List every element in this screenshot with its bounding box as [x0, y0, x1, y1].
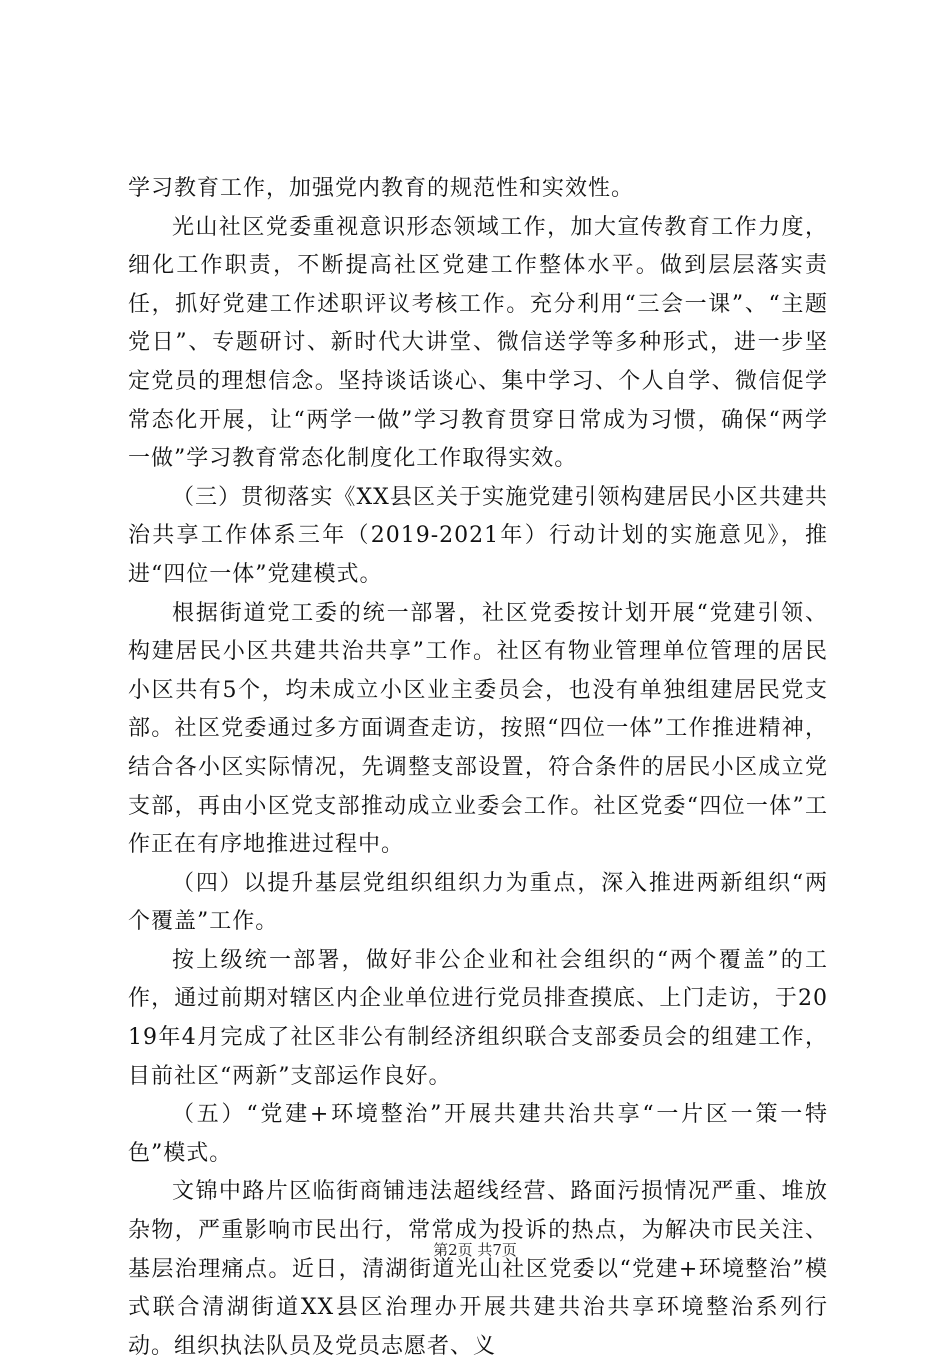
- section-heading-five: （五）“党建+环境整治”开展共建共治共享“一片区一策一特色”模式。: [128, 1102, 828, 1166]
- page-number-footer: 第2页 共7页: [433, 1241, 517, 1259]
- paragraph-two-coverage: 按上级统一部署，做好非公企业和社会组织的“两个覆盖”的工作，通过前期对辖区内企业单位进行党员排查摸底、上门走访，于2019年4月完成了社区非公有制经济组织联合支部委员会的组建工作，目前社区“两新”支部运作良好。: [128, 947, 828, 1089]
- paragraph-environment: 文锦中路片区临街商铺违法超线经营、路面污损情况严重、堆放杂物，严重影响市民出行，常常成为投诉的热点，为解决市民关注、基层治理痛点。近日，清湖街道光山社区党委以“党建+环境整治”模式联合清湖街道XX县区治理办开展共建共治共享环境整治系列行动。组织执法队员及党员志愿者、义: [128, 1179, 828, 1359]
- paragraph-four-in-one: 根据街道党工委的统一部署，社区党委按计划开展“党建引领、构建居民小区共建共治共享”工作。社区有物业管理单位管理的居民小区共有5个，均未成立小区业主委员会，也没有单独组建居民党支部。社区党委通过多方面调查走访，按照“四位一体”工作推进精神，结合各小区实际情况，先调整支部设置，符合条件的居民小区成立党支部，再由小区党支部推动成立业委会工作。社区党委“四位一体”工作正在有序地推进过程中。: [128, 600, 828, 858]
- paragraph-continuation: 学习教育工作，加强党内教育的规范性和实效性。: [128, 176, 635, 201]
- document-body: [128, 170, 828, 1366]
- section-heading-three: （三）贯彻落实《XX县区关于实施党建引领构建居民小区共建共治共享工作体系三年（2019-2021年）行动计划的实施意见》，推进“四位一体”党建模式。: [128, 484, 828, 587]
- section-heading-four: （四）以提升基层党组织组织力为重点，深入推进两新组织“两个覆盖”工作。: [128, 870, 828, 935]
- paragraph-ideology-work: 光山社区党委重视意识形态领域工作，加大宣传教育工作力度，细化工作职责，不断提高社区党建工作整体水平。做到层层落实责任，抓好党建工作述职评议考核工作。充分利用“三会一课”、“主题党日”、专题研讨、新时代大讲堂、微信送学等多种形式，进一步坚定党员的理想信念。坚持谈话谈心、集中学习、个人自学、微信促学常态化开展，让“两学一做”学习教育贯穿日常成为习惯，确保“两学一做”学习教育常态化制度化工作取得实效。: [128, 214, 828, 472]
